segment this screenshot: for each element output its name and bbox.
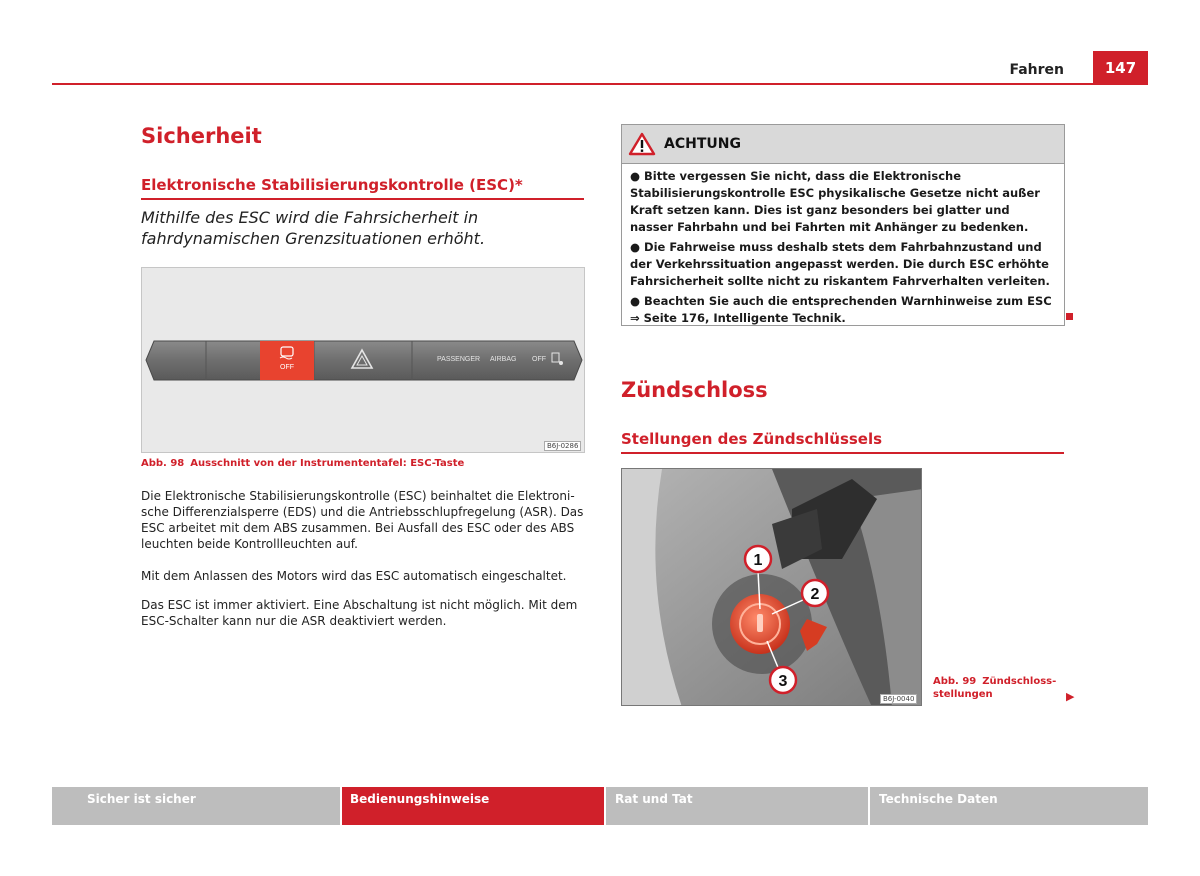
footer-navigation [52, 787, 1148, 825]
header-rule [52, 83, 1148, 85]
figure-caption-number: Abb. 98 [141, 458, 185, 469]
page-number: 147 [1093, 51, 1148, 85]
warning-item: ● Beachten Sie auch die entsprechenden Warnhinweise zum ESC ⇒ Seite 176, Intelligente Technik. [630, 294, 1052, 325]
dashboard-panel-illustration [142, 268, 586, 454]
section-title-zuendschloss: Zündschloss [621, 378, 768, 402]
figure-caption-text: Zündschlossstellungen [933, 676, 1057, 700]
section-end-marker [1066, 313, 1073, 320]
body-paragraph: Die Elektronische Stabilisierungskontrolle (ESC) beinhaltet die Elektronische Differenzialsperre (EDS) und die Antriebsschlupfregelung (ASR). Das ESC arbeitet mit dem ABS zusammen. Bei Ausfall des ESC oder des ABS leuchten beide Kontrollleuchten auf. [141, 489, 584, 551]
svg-text:2: 2 [810, 586, 820, 603]
footer-tab-sicher-ist-sicher[interactable]: Sicher ist sicher [52, 787, 340, 825]
footer-tab-technische-daten[interactable]: Technische Daten [870, 787, 1148, 825]
figure-caption-98 [141, 458, 464, 469]
callout-2 [802, 580, 828, 606]
body-paragraph: Das ESC ist immer aktiviert. Eine Abschaltung ist nicht möglich. Mit dem ESC-Schalter kann nur die ASR deaktiviert werden. [141, 598, 578, 628]
ignition-illustration [622, 469, 922, 706]
warning-body [622, 164, 1064, 334]
warning-title: ACHTUNG [664, 136, 741, 152]
warning-item: ● Bitte vergessen Sie nicht, dass die Elektronische Stabilisierungskontrolle ESC physikalische Gesetze nicht außer Kraft setzen kann. Dies ist ganz besonders bei glatter und nasser Fahrbahn und bei Fahrten mit Anhänger zu bedenken. [630, 169, 1040, 234]
figure-caption-text: Ausschnitt von der Instrumententafel: ESC-Taste [190, 458, 465, 469]
figure-caption-number: Abb. 99 [933, 676, 977, 687]
warning-box [621, 124, 1065, 326]
body-paragraph: Mit dem Anlassen des Motors wird das ESC automatisch eingeschaltet. [141, 569, 567, 583]
header-section-title: Fahren [1009, 62, 1064, 78]
subsection-title-key-positions: Stellungen des Zündschlüssels [621, 430, 1064, 454]
callout-1 [745, 546, 771, 572]
figure-code: B6J-0286 [544, 441, 581, 451]
subsection-title-esc: Elektronische Stabilisierungskontrolle (ESC)* [141, 176, 584, 200]
warning-header [622, 125, 1064, 164]
footer-tab-bedienungshinweise[interactable]: Bedienungshinweise [342, 787, 604, 825]
figure-code: B6J-0040 [880, 694, 917, 704]
callout-3 [770, 667, 796, 693]
figure-ignition-lock [621, 468, 922, 706]
warning-item: ● Die Fahrweise muss deshalb stets dem Fahrbahnzustand und der Verkehrssituation angepasst werden. Die durch ESC erhöhte Fahrsicherheit sollte nicht zu riskantem Fahrverhalten verleiten. [630, 240, 1050, 288]
intro-text: Mithilfe des ESC wird die Fahrsicherheit in fahrdynamischen Grenzsituationen erhöht. [141, 208, 486, 248]
esc-off-label: OFF [280, 364, 294, 371]
airbag-label: AIRBAG [490, 356, 517, 363]
passenger-label: PASSENGER [437, 356, 481, 363]
figure-esc-button [141, 267, 585, 453]
svg-text:1: 1 [753, 552, 763, 569]
figure-caption-99 [933, 675, 1063, 701]
continue-arrow-icon: ▶ [1066, 690, 1075, 703]
section-title-sicherheit: Sicherheit [141, 124, 262, 148]
footer-tab-rat-und-tat[interactable]: Rat und Tat [606, 787, 868, 825]
airbag-off-label: OFF [532, 356, 546, 363]
warning-triangle-icon [628, 132, 656, 156]
svg-text:3: 3 [778, 673, 788, 690]
